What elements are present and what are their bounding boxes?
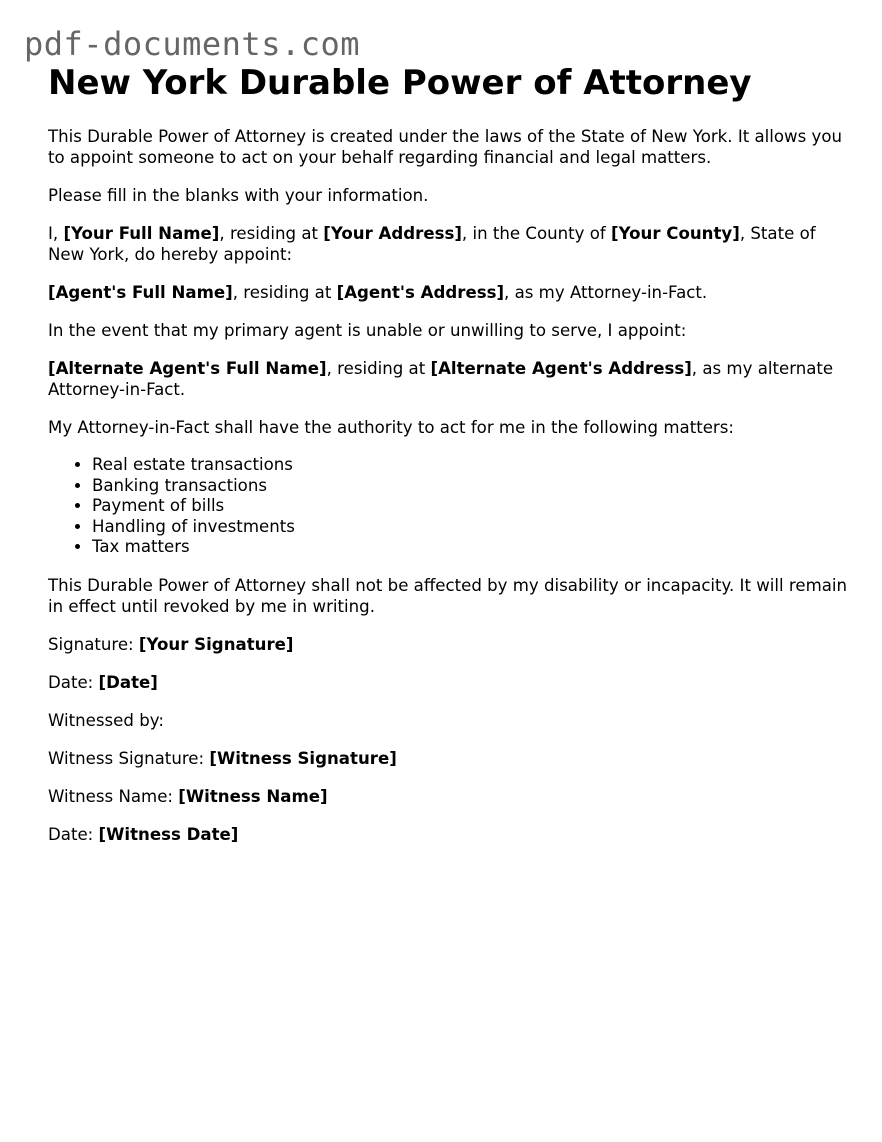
list-item: • Tax matters [92, 537, 848, 558]
agent-suffix: , as my Attorney-in-Fact. [504, 283, 708, 302]
alternate-intro-paragraph: In the event that my primary agent is unable or unwilling to serve, I appoint: [48, 321, 687, 340]
agent-residing-text: , residing at [232, 283, 337, 302]
signature-line [48, 634, 848, 655]
document-title: New York Durable Power of Attorney [48, 63, 752, 103]
intro-paragraph: This Durable Power of Attorney is created under the laws of the State of New York. It allows you to appoint someone to act on your behalf regarding financial and legal matters. [48, 127, 843, 167]
witness-date-line [48, 824, 848, 845]
witness-signature-line [48, 748, 848, 769]
date-label: Date: [48, 672, 99, 692]
signature-field: [Your Signature] [138, 634, 294, 654]
alternate-name-field: [Alternate Agent's Full Name] [48, 359, 327, 378]
date-field: [Date] [98, 672, 158, 692]
principal-paragraph [48, 223, 848, 265]
alternate-address-field: [Alternate Agent's Address] [430, 359, 692, 378]
agent-name-field: [Agent's Full Name] [48, 283, 233, 302]
alternate-agent-paragraph [48, 358, 848, 400]
agent-paragraph [48, 282, 848, 303]
signature-label: Signature: [48, 634, 139, 654]
powers-list [48, 455, 848, 558]
date-line [48, 672, 848, 693]
list-item: • Banking transactions [92, 476, 848, 497]
list-item: • Handling of investments [92, 517, 848, 538]
witness-name-label: Witness Name: [48, 786, 179, 806]
principal-residing-text: , residing at [219, 224, 324, 243]
agent-address-field: [Agent's Address] [336, 283, 505, 302]
principal-county-text: , in the County of [461, 224, 612, 243]
document-page [48, 60, 848, 862]
witness-name-field: [Witness Name] [178, 786, 328, 806]
list-item: • Real estate transactions [92, 455, 848, 476]
authority-intro-paragraph: My Attorney-in-Fact shall have the authority to act for me in the following matters: [48, 418, 734, 437]
witness-date-field: [Witness Date] [98, 824, 239, 844]
witness-name-line [48, 786, 848, 807]
principal-name-field: [Your Full Name] [63, 224, 220, 243]
witness-date-label: Date: [48, 824, 99, 844]
watermark: pdf-documents.com [24, 25, 361, 63]
alternate-residing-text: , residing at [326, 359, 431, 378]
alternate-suffix: , as my alternate Attorney-in-Fact. [48, 359, 834, 399]
principal-county-field: [Your County] [611, 224, 740, 243]
principal-prefix: I, [48, 224, 64, 243]
durability-paragraph: This Durable Power of Attorney shall not be affected by my disability or incapacity. It will remain in effect until revoked by me in writing. [48, 575, 848, 616]
witness-signature-field: [Witness Signature] [209, 748, 397, 768]
witness-signature-label: Witness Signature: [48, 748, 210, 768]
list-item: • Payment of bills [92, 496, 848, 517]
instructions-paragraph: Please fill in the blanks with your information. [48, 186, 429, 205]
principal-suffix: , State of New York, do hereby appoint: [48, 224, 816, 264]
witnessed-by-line: Witnessed by: [48, 710, 164, 730]
principal-address-field: [Your Address] [323, 224, 462, 243]
